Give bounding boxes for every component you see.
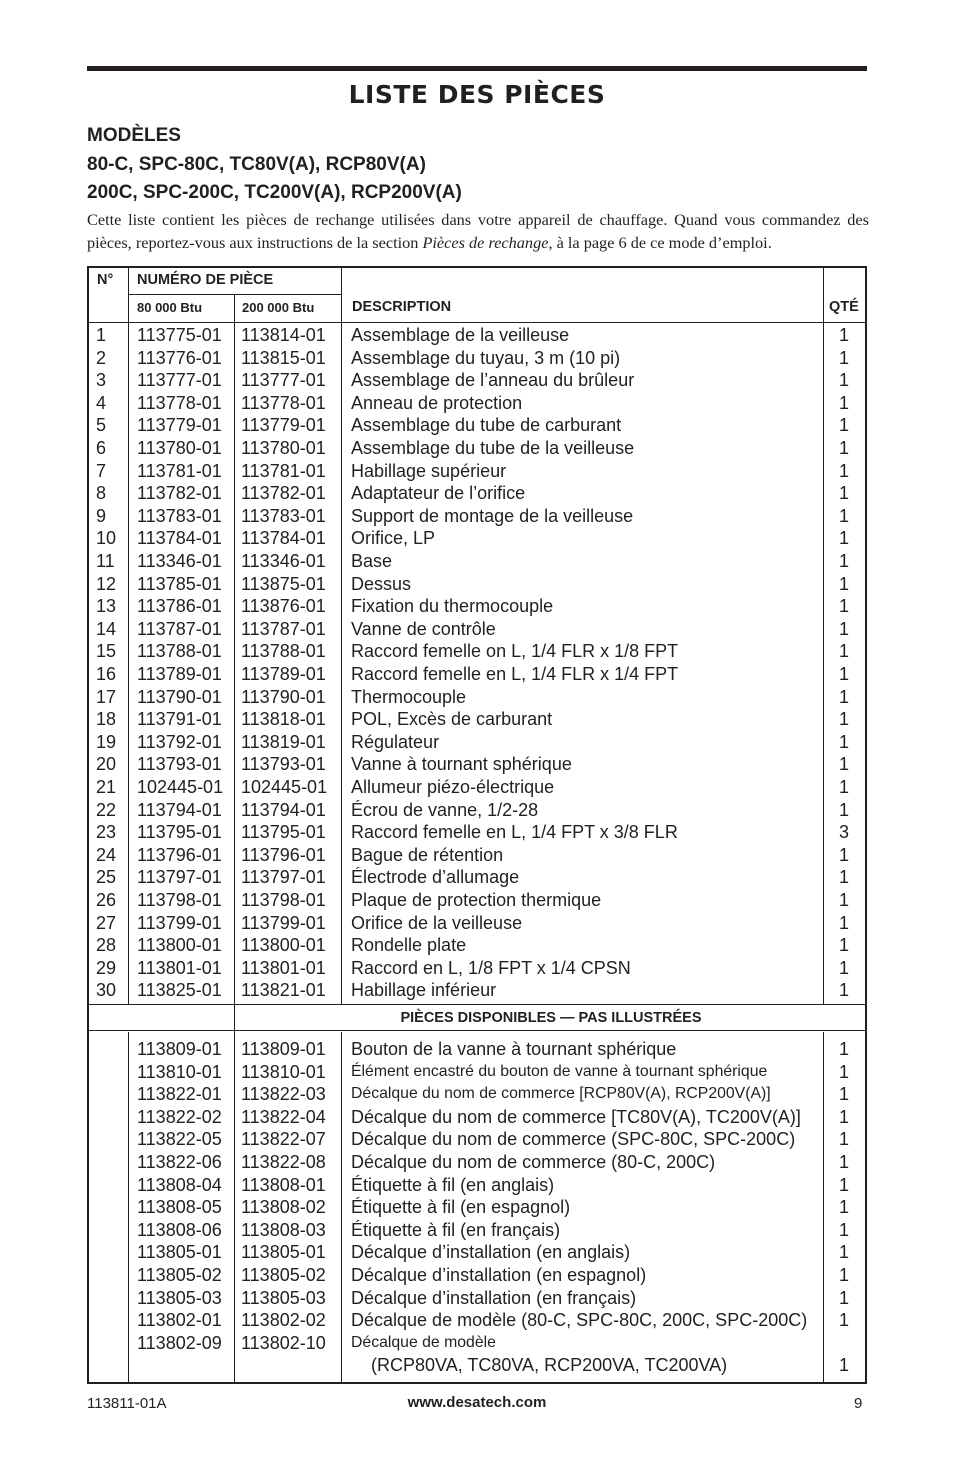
part-description: Régulateur (351, 731, 440, 752)
part-number-200k: 113809-01 (241, 1039, 326, 1059)
part-description: POL, Excès de carburant (351, 709, 553, 730)
row-number: 17 (96, 686, 117, 707)
part-number-80k: 113822-05 (137, 1129, 222, 1150)
part-description: Assemblage du tube de carburant (351, 415, 622, 436)
part-description: Support de montage de la veilleuse (351, 505, 634, 526)
intro-text-before: Cette liste contient les pièces de rechange utilisées dans votre appareil de chauffage. Quand vous commandez des pièces, reportez-vous aux instructions de la section (87, 210, 869, 252)
part-number-200k: 113815-01 (241, 347, 326, 368)
part-number-200k: 113782-01 (241, 483, 326, 504)
table-row (89, 324, 865, 347)
row-number: 29 (96, 957, 117, 978)
part-number-200k: 113822-07 (241, 1129, 326, 1150)
row-number: 24 (96, 844, 117, 865)
part-number-200k: 113808-01 (241, 1174, 326, 1195)
row-number: 15 (96, 641, 117, 662)
table-row (89, 776, 865, 799)
part-quantity: 1 (839, 438, 850, 458)
table-row (89, 1287, 865, 1310)
part-quantity: 1 (839, 731, 850, 752)
intro-text-emphasis: Pièces de rechange (422, 233, 549, 252)
part-number-80k: 113808-05 (137, 1197, 222, 1218)
row-number: 23 (96, 822, 117, 843)
part-number-200k: 113819-01 (241, 731, 326, 752)
part-description: Décalque du nom de commerce [RCP80V(A), RCP200V(A)] (351, 1085, 771, 1103)
part-description: Étiquette à fil (en anglais) (351, 1174, 555, 1195)
row-number: 19 (96, 731, 117, 752)
models-line-1: 80-C, SPC-80C, TC80V(A), RCP80V(A) (87, 154, 426, 175)
part-number-80k: 113796-01 (137, 844, 222, 865)
row-number: 30 (96, 980, 117, 1001)
part-number-200k: 113798-01 (241, 890, 326, 910)
part-number-80k: 113346-01 (137, 551, 222, 571)
models-line-2: 200C, SPC-200C, TC200V(A), RCP200V(A) (87, 182, 462, 203)
part-quantity: 1 (839, 686, 850, 707)
part-quantity: 1 (839, 1265, 850, 1285)
part-description: Décalque du nom de commerce [TC80V(A), TC200V(A)] (351, 1106, 801, 1127)
part-description: Assemblage de la veilleuse (351, 325, 570, 345)
part-description: Fixation du thermocouple (351, 596, 554, 617)
part-number-80k: 113808-04 (137, 1174, 222, 1195)
part-number-200k: 113796-01 (241, 844, 326, 865)
table-row (89, 821, 865, 844)
header-qty: QTÉ (829, 299, 859, 315)
part-quantity: 1 (839, 1197, 850, 1218)
part-description: Orifice de la veilleuse (351, 912, 523, 933)
part-number-200k: 113797-01 (241, 867, 326, 888)
part-description: Étiquette à fil (en français) (351, 1219, 561, 1240)
part-description: Bouton de la vanne à tournant sphérique (351, 1039, 677, 1059)
table-row (89, 1354, 865, 1377)
part-number-80k: 113788-01 (137, 641, 222, 662)
table-row (89, 686, 865, 709)
part-quantity: 1 (839, 415, 850, 436)
row-number: 3 (96, 370, 107, 391)
part-number-80k: 113809-01 (137, 1039, 222, 1059)
part-number-200k: 113346-01 (241, 551, 326, 571)
part-description: Décalque du nom de commerce (SPC-80C, SPC-200C) (351, 1129, 796, 1150)
part-quantity: 1 (839, 867, 850, 888)
part-number-200k: 113783-01 (241, 505, 326, 526)
part-number-80k: 113791-01 (137, 709, 222, 730)
part-number-80k: 113822-01 (137, 1084, 222, 1105)
row-number: 8 (96, 483, 107, 504)
part-number-200k: 113801-01 (241, 957, 326, 978)
row-number: 4 (96, 392, 107, 413)
row-number: 20 (96, 754, 117, 775)
part-quantity: 1 (839, 1219, 850, 1240)
part-number-80k: 113790-01 (137, 686, 222, 707)
part-description: Raccord en L, 1/8 FPT x 1/4 CPSN (351, 957, 631, 978)
part-number-200k: 113821-01 (241, 980, 326, 1001)
table-row (89, 1128, 865, 1151)
part-number-80k: 113783-01 (137, 505, 222, 526)
part-description: Anneau de protection (351, 392, 523, 413)
part-quantity: 1 (839, 528, 850, 549)
part-description: Orifice, LP (351, 528, 436, 549)
part-number-80k: 113800-01 (137, 935, 222, 956)
part-number-80k: 113805-02 (137, 1265, 222, 1285)
table-row (89, 957, 865, 980)
part-quantity: 1 (839, 1084, 850, 1105)
part-description: Décalque de modèle (80-C, SPC-80C, 200C, SPC-200C) (351, 1310, 808, 1331)
part-quantity: 1 (839, 1061, 850, 1082)
intro-text-after: , à la page 6 de ce mode d’emploi. (548, 233, 772, 252)
part-quantity: 1 (839, 370, 850, 391)
part-quantity: 1 (839, 505, 850, 526)
part-number-200k: 113778-01 (241, 392, 326, 413)
part-description: (RCP80VA, TC80VA, RCP200VA, TC200VA) (371, 1355, 728, 1376)
part-description: Vanne à tournant sphérique (351, 754, 572, 775)
part-number-80k: 113777-01 (137, 370, 222, 391)
part-description: Dessus (351, 573, 412, 594)
part-description: Décalque d’installation (en anglais) (351, 1242, 631, 1263)
section-bottom-line (89, 1030, 865, 1031)
part-number-80k: 113789-01 (137, 664, 222, 684)
row-number: 13 (96, 596, 117, 617)
part-number-80k: 113822-06 (137, 1152, 222, 1172)
table-row (89, 1264, 865, 1287)
part-number-200k: 113802-02 (241, 1310, 326, 1331)
part-number-200k: 113777-01 (241, 370, 326, 391)
part-quantity: 1 (839, 551, 850, 571)
part-description: Rondelle plate (351, 935, 467, 956)
part-quantity: 1 (839, 641, 850, 662)
part-number-200k: 113822-04 (241, 1106, 326, 1127)
part-quantity: 1 (839, 325, 850, 345)
part-number-200k: 113790-01 (241, 686, 326, 707)
part-description: Vanne de contrôle (351, 618, 496, 639)
footer-doc-number: 113811-01A (87, 1395, 167, 1412)
part-number-200k: 113779-01 (241, 415, 326, 436)
table-row (89, 1219, 865, 1242)
row-number: 10 (96, 528, 117, 549)
table-row (89, 912, 865, 935)
table-row (89, 889, 865, 912)
header-bottom-line (89, 322, 865, 323)
part-number-80k: 113787-01 (137, 618, 222, 639)
header-split-line (128, 294, 341, 295)
part-description: Raccord femelle en L, 1/4 FPT x 3/8 FLR (351, 822, 678, 843)
footer-website-link[interactable]: www.desatech.com (407, 1394, 547, 1411)
page-title: LISTE DES PIÈCES (348, 80, 606, 109)
part-number-200k: 113805-03 (241, 1287, 326, 1308)
row-number: 12 (96, 573, 117, 594)
part-quantity: 1 (839, 1287, 850, 1308)
part-number-80k: 113793-01 (137, 754, 222, 775)
part-description: Thermocouple (351, 686, 467, 707)
table-row (89, 1151, 865, 1174)
part-quantity: 1 (839, 1242, 850, 1263)
part-number-200k: 113800-01 (241, 935, 326, 956)
part-description: Assemblage du tuyau, 3 m (10 pi) (351, 347, 621, 368)
table-row (89, 799, 865, 822)
part-quantity: 1 (839, 573, 850, 594)
header-part-number: NUMÉRO DE PIÈCE (137, 272, 274, 288)
table-row (89, 731, 865, 754)
part-quantity: 1 (839, 1039, 850, 1059)
row-number: 7 (96, 460, 107, 481)
intro-paragraph (87, 208, 869, 254)
part-quantity: 1 (839, 777, 850, 797)
table-row (89, 482, 865, 505)
part-number-80k: 113802-01 (137, 1310, 222, 1331)
header-description: DESCRIPTION (352, 299, 452, 315)
row-number: 9 (96, 505, 107, 526)
part-description: Habillage supérieur (351, 460, 507, 481)
part-number-80k: 113795-01 (137, 822, 222, 843)
table-row (89, 753, 865, 776)
part-description: Bague de rétention (351, 844, 504, 865)
table-row (89, 1241, 865, 1264)
part-quantity: 1 (839, 957, 850, 978)
part-quantity: 3 (839, 822, 850, 843)
part-number-80k: 113805-01 (137, 1242, 222, 1263)
header-80k-btu: 80 000 Btu (137, 300, 203, 315)
top-rule (87, 66, 867, 71)
part-number-200k: 113799-01 (241, 912, 326, 933)
table-row (89, 866, 865, 889)
table-row (89, 844, 865, 867)
part-number-200k: 113810-01 (241, 1061, 326, 1082)
table-row (89, 414, 865, 437)
part-number-80k: 113810-01 (137, 1061, 222, 1082)
part-number-200k: 113784-01 (241, 528, 326, 549)
part-description: Électrode d’allumage (351, 867, 520, 888)
part-description: Étiquette à fil (en espagnol) (351, 1197, 571, 1218)
table-row (89, 1106, 865, 1129)
part-description: Assemblage du tube de la veilleuse (351, 438, 635, 458)
part-number-200k: 113814-01 (241, 325, 326, 345)
part-description: Adaptateur de l’orifice (351, 483, 526, 504)
part-number-80k: 113802-09 (137, 1332, 222, 1353)
part-number-200k: 102445-01 (241, 777, 328, 797)
part-description: Décalque de modèle (351, 1333, 496, 1351)
part-quantity: 1 (839, 1129, 850, 1150)
table-row (89, 460, 865, 483)
part-number-200k: 113781-01 (241, 460, 326, 481)
part-number-200k: 113795-01 (241, 822, 326, 843)
part-description: Plaque de protection thermique (351, 890, 602, 910)
part-number-200k: 113802-10 (241, 1332, 326, 1353)
row-number: 22 (96, 799, 117, 820)
part-number-80k: 113799-01 (137, 912, 222, 933)
part-quantity: 1 (839, 1152, 850, 1172)
models-heading: MODÈLES (87, 125, 181, 146)
section-top-line (89, 1004, 865, 1005)
table-row (89, 1309, 865, 1332)
table-row (89, 979, 865, 1002)
section-not-illustrated: PIÈCES DISPONIBLES — PAS ILLUSTRÉES (400, 1010, 702, 1026)
table-row (89, 527, 865, 550)
part-quantity: 1 (839, 980, 850, 1001)
part-number-200k: 113876-01 (241, 596, 326, 617)
parts-table (87, 266, 867, 1384)
part-quantity: 1 (839, 347, 850, 368)
row-number: 16 (96, 664, 117, 684)
table-row (89, 934, 865, 957)
part-number-200k: 113793-01 (241, 754, 326, 775)
part-description: Élément encastré du bouton de vanne à tournant sphérique (351, 1062, 768, 1080)
part-number-80k: 102445-01 (137, 777, 224, 797)
table-row (89, 1038, 865, 1061)
part-quantity: 1 (839, 844, 850, 865)
part-number-200k: 113808-02 (241, 1197, 326, 1218)
table-row (89, 437, 865, 460)
part-description: Décalque d’installation (en français) (351, 1287, 637, 1308)
part-quantity: 1 (839, 664, 850, 684)
part-number-200k: 113805-02 (241, 1265, 326, 1285)
footer-page-number: 9 (854, 1395, 863, 1412)
table-row (89, 1332, 865, 1355)
part-number-80k: 113785-01 (137, 573, 222, 594)
header-200k-btu: 200 000 Btu (242, 300, 315, 315)
part-description: Habillage inférieur (351, 980, 497, 1001)
row-number: 1 (96, 325, 107, 345)
part-quantity: 1 (839, 799, 850, 820)
part-number-80k: 113825-01 (137, 980, 222, 1001)
part-description: Raccord femelle on L, 1/4 FLR x 1/8 FPT (351, 641, 679, 662)
part-quantity: 1 (839, 1174, 850, 1195)
row-number: 2 (96, 347, 107, 368)
part-quantity: 1 (839, 754, 850, 775)
part-number-80k: 113798-01 (137, 890, 222, 910)
part-quantity: 1 (839, 890, 850, 910)
part-description: Assemblage de l’anneau du brûleur (351, 370, 635, 391)
part-number-80k: 113780-01 (137, 438, 222, 458)
row-number: 27 (96, 912, 117, 933)
part-description: Décalque d’installation (en espagnol) (351, 1265, 647, 1285)
row-number: 6 (96, 438, 107, 458)
part-number-200k: 113822-08 (241, 1152, 326, 1172)
part-quantity: 1 (839, 618, 850, 639)
table-row (89, 640, 865, 663)
part-description: Allumeur piézo-électrique (351, 777, 555, 797)
part-description: Décalque du nom de commerce (80-C, 200C) (351, 1152, 716, 1172)
row-number: 26 (96, 890, 117, 910)
part-quantity: 1 (839, 460, 850, 481)
part-description: Écrou de vanne, 1/2-28 (351, 799, 539, 820)
part-number-80k: 113786-01 (137, 596, 222, 617)
part-number-80k: 113775-01 (137, 325, 222, 345)
row-number: 18 (96, 709, 117, 730)
part-number-200k: 113789-01 (241, 664, 326, 684)
part-number-80k: 113808-06 (137, 1219, 222, 1240)
part-number-200k: 113822-03 (241, 1084, 326, 1105)
part-description: Base (351, 551, 393, 571)
part-quantity: 1 (839, 596, 850, 617)
table-row (89, 708, 865, 731)
table-row (89, 550, 865, 573)
table-row (89, 573, 865, 596)
part-number-200k: 113805-01 (241, 1242, 326, 1263)
row-number: 5 (96, 415, 107, 436)
table-row (89, 663, 865, 686)
part-quantity: 1 (839, 483, 850, 504)
part-number-200k: 113818-01 (241, 709, 326, 730)
part-number-200k: 113794-01 (241, 799, 326, 820)
part-number-80k: 113797-01 (137, 867, 222, 888)
row-number: 25 (96, 867, 117, 888)
table-row (89, 392, 865, 415)
table-row (89, 1196, 865, 1219)
part-number-80k: 113782-01 (137, 483, 222, 504)
table-row (89, 618, 865, 641)
part-number-80k: 113792-01 (137, 731, 222, 752)
part-description: Raccord femelle en L, 1/4 FLR x 1/4 FPT (351, 664, 679, 684)
part-number-80k: 113794-01 (137, 799, 222, 820)
part-number-80k: 113776-01 (137, 347, 222, 368)
part-quantity: 1 (839, 1355, 850, 1376)
table-row (89, 505, 865, 528)
part-number-80k: 113805-03 (137, 1287, 222, 1308)
part-number-200k: 113788-01 (241, 641, 326, 662)
part-quantity: 1 (839, 392, 850, 413)
part-number-200k: 113780-01 (241, 438, 326, 458)
part-number-200k: 113787-01 (241, 618, 326, 639)
part-quantity: 1 (839, 709, 850, 730)
row-number: 28 (96, 935, 117, 956)
part-number-80k: 113801-01 (137, 957, 222, 978)
part-number-80k: 113784-01 (137, 528, 222, 549)
part-number-80k: 113822-02 (137, 1106, 222, 1127)
part-number-80k: 113781-01 (137, 460, 222, 481)
part-quantity: 1 (839, 935, 850, 956)
part-quantity: 1 (839, 1106, 850, 1127)
table-row (89, 347, 865, 370)
part-number-200k: 113808-03 (241, 1219, 326, 1240)
part-quantity: 1 (839, 912, 850, 933)
header-no: N° (97, 272, 114, 288)
table-row (89, 1083, 865, 1106)
row-number: 11 (96, 551, 115, 571)
table-row (89, 595, 865, 618)
table-row (89, 1174, 865, 1197)
table-row (89, 1061, 865, 1084)
part-number-200k: 113875-01 (241, 573, 326, 594)
table-row (89, 369, 865, 392)
row-number: 21 (96, 777, 117, 797)
part-number-80k: 113779-01 (137, 415, 222, 436)
row-number: 14 (96, 618, 117, 639)
part-number-80k: 113778-01 (137, 392, 222, 413)
part-quantity: 1 (839, 1310, 850, 1331)
